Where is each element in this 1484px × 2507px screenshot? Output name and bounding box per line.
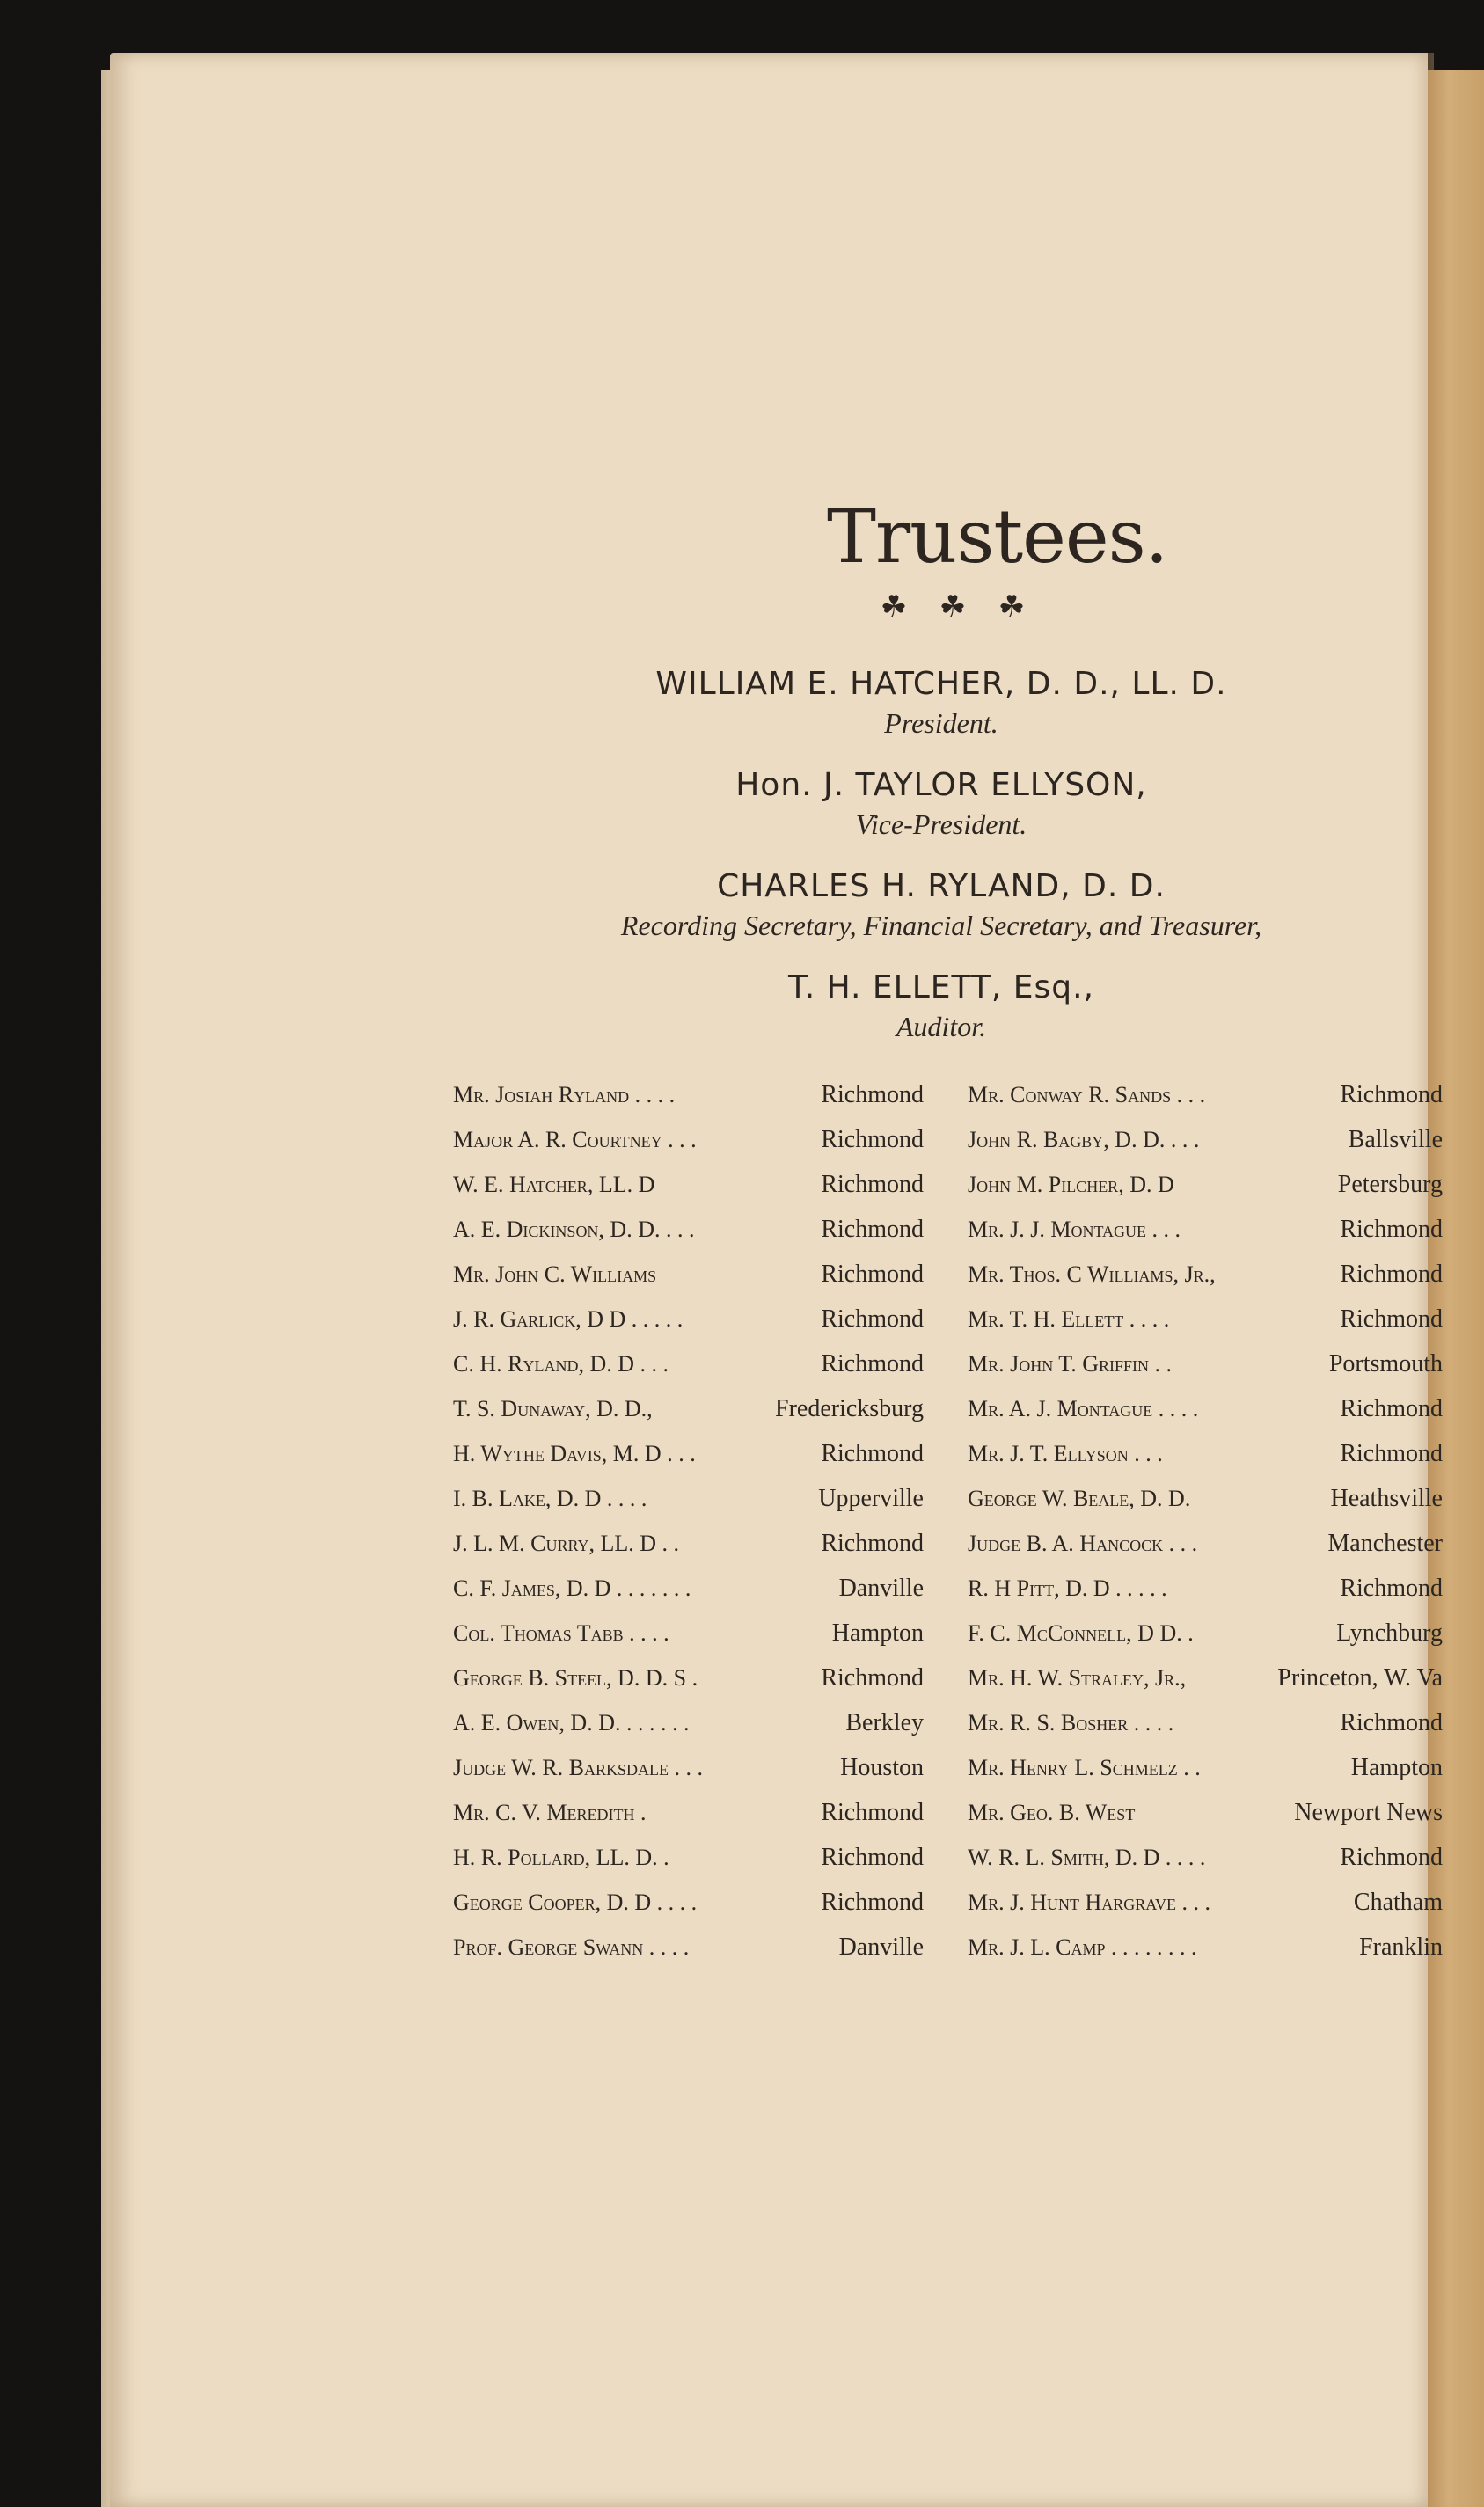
officer-name: WILLIAM E. HATCHER, D. D., LL. D. <box>655 666 1227 702</box>
trustee-name: Mr. C. V. Meredith . <box>453 1800 647 1825</box>
trustee-entry <box>453 1481 924 1517</box>
trustee-name: F. C. McConnell, D D. . <box>968 1620 1194 1646</box>
trustee-name: I. B. Lake, D. D . . . . <box>453 1486 647 1511</box>
trustee-entry <box>453 1257 924 1292</box>
trustee-entry <box>453 1795 924 1831</box>
trustee-name: Prof. George Swann . . . . <box>453 1934 690 1960</box>
trustee-location: Richmond <box>821 1844 924 1871</box>
trustee-name: Mr. Josiah Ryland . . . . <box>453 1082 676 1107</box>
trustee-entry <box>453 1616 924 1651</box>
trustee-entry <box>453 1436 924 1472</box>
trustee-location: Richmond <box>1340 1261 1443 1288</box>
officer-name: CHARLES H. RYLAND, D. D. <box>717 868 1166 904</box>
trustee-name: Mr. Conway R. Sands . . . <box>968 1082 1206 1107</box>
trustee-location: Newport News <box>1294 1799 1443 1826</box>
trustee-location: Danville <box>838 1575 924 1602</box>
trustee-location: Hampton <box>831 1619 924 1647</box>
trustee-entry <box>453 1751 924 1786</box>
trustee-entry <box>968 1212 1443 1247</box>
trustee-entry <box>968 1347 1443 1382</box>
officer-auditor <box>440 968 1443 1045</box>
trustee-location: Richmond <box>1340 1440 1443 1467</box>
officer-name: T. H. ELLETT, Esq., <box>787 969 1094 1005</box>
trustee-entry <box>968 1840 1443 1875</box>
trustee-name: Mr. J. J. Montague . . . <box>968 1217 1181 1242</box>
trustee-entry <box>968 1930 1443 1965</box>
officer-role: Recording Secretary, Financial Secretary, and Treasurer, <box>620 910 1262 941</box>
trustee-entry <box>453 1661 924 1696</box>
trustee-name: Mr. A. J. Montague . . . . <box>968 1396 1199 1422</box>
trustee-entry <box>968 1392 1443 1427</box>
trustee-entry <box>968 1481 1443 1517</box>
trustee-name: Mr. T. H. Ellett . . . . <box>968 1306 1170 1332</box>
trustee-entry <box>453 1078 924 1113</box>
trustee-name: C. F. James, D. D . . . . . . . <box>453 1575 691 1601</box>
trustee-entry <box>453 1212 924 1247</box>
trustee-name: Mr. Thos. C Williams, Jr., <box>968 1261 1216 1287</box>
trustee-location: Upperville <box>818 1485 924 1512</box>
trustee-entry <box>453 1571 924 1606</box>
trustee-entry <box>968 1706 1443 1741</box>
trustee-location: Houston <box>840 1754 924 1781</box>
trustee-location: Manchester <box>1327 1530 1443 1557</box>
trustee-location: Heathsville <box>1330 1485 1443 1512</box>
trustee-name: H. R. Pollard, LL. D. . <box>453 1845 669 1870</box>
trustee-entry <box>453 1930 924 1965</box>
trustee-entry <box>968 1885 1443 1920</box>
trustee-name: Mr. John T. Griffin . . <box>968 1351 1173 1377</box>
trustee-entry <box>453 1167 924 1202</box>
trustee-location: Franklin <box>1359 1933 1443 1961</box>
officer-name: Hon. J. TAYLOR ELLYSON, <box>735 767 1147 803</box>
trustee-name: Major A. R. Courtney . . . <box>453 1127 697 1152</box>
trustee-location: Chatham <box>1353 1889 1443 1916</box>
trustee-name: Mr. John C. Williams <box>453 1261 657 1287</box>
trustee-entry <box>453 1392 924 1427</box>
trustee-entry <box>968 1257 1443 1292</box>
trustee-name: George B. Steel, D. D. S . <box>453 1665 698 1691</box>
trustee-entry <box>453 1302 924 1337</box>
trustee-location: Richmond <box>821 1889 924 1916</box>
trustee-name: Mr. R. S. Bosher . . . . <box>968 1710 1174 1736</box>
trustee-location: Richmond <box>1340 1216 1443 1243</box>
trustee-name: W. R. L. Smith, D. D . . . . <box>968 1845 1206 1870</box>
trustee-entry <box>453 1347 924 1382</box>
trustee-location: Richmond <box>1340 1575 1443 1602</box>
fleuron-ornament: ☘ ☘ ☘ <box>880 591 1038 624</box>
trustee-location: Richmond <box>1340 1395 1443 1422</box>
officer-role: President. <box>884 707 998 739</box>
trustee-entry <box>968 1167 1443 1202</box>
trustee-location: Portsmouth <box>1328 1350 1443 1378</box>
trustee-entry <box>453 1526 924 1561</box>
trustee-entry <box>453 1885 924 1920</box>
trustee-location: Petersburg <box>1337 1171 1443 1198</box>
trustee-name: T. S. Dunaway, D. D., <box>453 1396 653 1422</box>
trustee-location: Hampton <box>1350 1754 1443 1781</box>
trustee-location: Richmond <box>821 1530 924 1557</box>
trustee-location: Richmond <box>821 1261 924 1288</box>
trustee-entry <box>453 1122 924 1158</box>
trustee-entry <box>968 1571 1443 1606</box>
trustee-name: A. E. Dickinson, D. D. . . . <box>453 1217 695 1242</box>
trustee-location: Richmond <box>821 1081 924 1108</box>
trustee-name: Mr. J. L. Camp . . . . . . . . <box>968 1934 1197 1960</box>
trustee-name: Judge W. R. Barksdale . . . <box>453 1755 703 1780</box>
trustee-entry <box>968 1616 1443 1651</box>
trustee-name: Mr. H. W. Straley, Jr., <box>968 1665 1187 1691</box>
trustee-entry <box>968 1122 1443 1158</box>
trustee-name: Col. Thomas Tabb . . . . <box>453 1620 669 1646</box>
trustee-location: Danville <box>838 1933 924 1961</box>
trustee-name: A. E. Owen, D. D. . . . . . . <box>453 1710 690 1736</box>
trustee-name: R. H Pitt, D. D . . . . . <box>968 1575 1167 1601</box>
trustee-name: Judge B. A. Hancock . . . <box>968 1531 1198 1556</box>
officer-role: Auditor. <box>896 1011 987 1042</box>
officer-role: Vice-President. <box>855 808 1027 840</box>
trustee-name: J. L. M. Curry, LL. D . . <box>453 1531 680 1556</box>
trustee-entry <box>968 1751 1443 1786</box>
trustee-location: Richmond <box>1340 1709 1443 1736</box>
trustee-name: Mr. Geo. B. West <box>968 1800 1136 1825</box>
trustee-name: Mr. J. T. Ellyson . . . <box>968 1441 1163 1466</box>
trustee-location: Princeton, W. Va <box>1277 1664 1443 1692</box>
trustee-name: John R. Bagby, D. D. . . . <box>968 1127 1200 1152</box>
trustee-location: Richmond <box>821 1799 924 1826</box>
trustee-entry <box>968 1436 1443 1472</box>
trustee-entry <box>968 1795 1443 1831</box>
trustee-location: Richmond <box>821 1440 924 1467</box>
trustee-location: Berkley <box>845 1709 924 1736</box>
trustee-name: Mr. Henry L. Schmelz . . <box>968 1755 1201 1780</box>
trustee-entry <box>968 1078 1443 1113</box>
trustee-entry <box>968 1302 1443 1337</box>
trustee-location: Richmond <box>1340 1081 1443 1108</box>
trustee-entry <box>453 1840 924 1875</box>
trustee-location: Fredericksburg <box>775 1395 924 1422</box>
trustee-location: Richmond <box>821 1664 924 1692</box>
trustee-location: Richmond <box>821 1171 924 1198</box>
trustee-name: C. H. Ryland, D. D . . . <box>453 1351 669 1377</box>
trustee-location: Richmond <box>821 1126 924 1153</box>
page-title: Trustees. <box>827 493 1168 580</box>
trustee-name: George Cooper, D. D . . . . <box>453 1889 698 1915</box>
trustee-location: Ballsville <box>1348 1126 1443 1153</box>
trustee-name: John M. Pilcher, D. D <box>968 1172 1174 1197</box>
trustee-location: Richmond <box>1340 1305 1443 1333</box>
officer-president <box>440 664 1443 742</box>
trustee-location: Lynchburg <box>1336 1619 1443 1647</box>
trustee-name: J. R. Garlick, D D . . . . . <box>453 1306 684 1332</box>
officer-vice-president <box>440 765 1443 843</box>
trustee-entry <box>968 1661 1443 1696</box>
trustee-location: Richmond <box>821 1305 924 1333</box>
trustee-name: George W. Beale, D. D. <box>968 1486 1191 1511</box>
trustee-entry <box>968 1526 1443 1561</box>
trustee-name: W. E. Hatcher, LL. D <box>453 1172 655 1197</box>
trustee-name: Mr. J. Hunt Hargrave . . . <box>968 1889 1210 1915</box>
trustee-location: Richmond <box>821 1350 924 1378</box>
trustee-location: Richmond <box>821 1216 924 1243</box>
trustee-entry <box>453 1706 924 1741</box>
trustee-name: H. Wythe Davis, M. D . . . <box>453 1441 696 1466</box>
trustee-location: Richmond <box>1340 1844 1443 1871</box>
officer-secretary-treasurer <box>440 866 1443 944</box>
